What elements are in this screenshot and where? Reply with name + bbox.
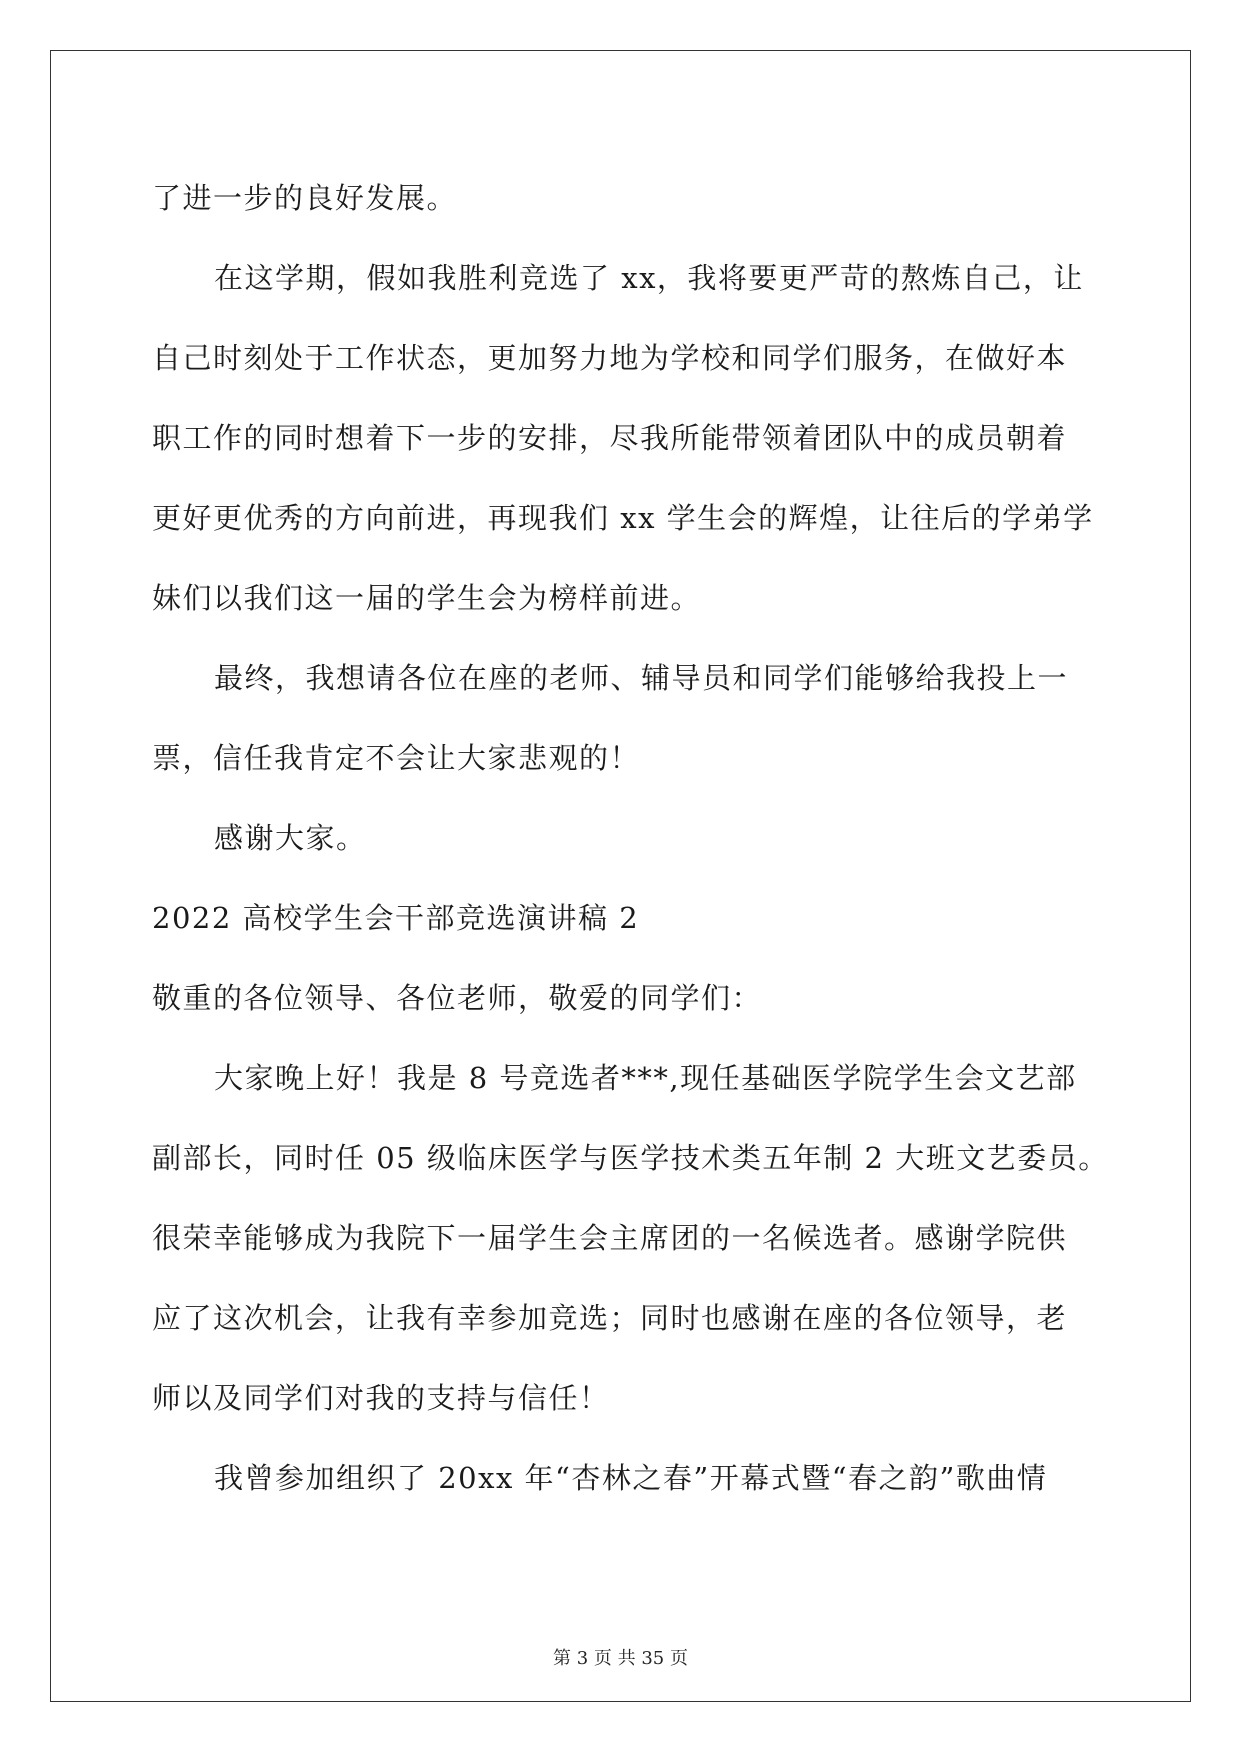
text-line: 师以及同学们对我的支持与信任！ [152,1381,610,1415]
text-line: 副部长，同时任 05 级临床医学与医学技术类五年制 2 大班文艺委员。 [152,1141,1109,1175]
text-line: 在这学期，假如我胜利竞选了 xx，我将要更严苛的熬炼自己，让 [214,261,1084,295]
text-line: 了进一步的良好发展。 [152,181,458,215]
text-line: 大家晚上好！我是 8 号竞选者***,现任基础医学院学生会文艺部 [214,1061,1077,1095]
text-line: 自己时刻处于工作状态，更加努力地为学校和同学们服务，在做好本 [152,341,1068,375]
text-line: 职工作的同时想着下一步的安排，尽我所能带领着团队中的成员朝着 [152,421,1068,455]
text-line: 感谢大家。 [214,821,367,855]
text-line: 票，信任我肯定不会让大家悲观的！ [152,741,641,775]
text-line: 更好更优秀的方向前进，再现我们 xx 学生会的辉煌，让往后的学弟学 [152,501,1094,535]
text-line: 很荣幸能够成为我院下一届学生会主席团的一名候选者。感谢学院供 [152,1221,1068,1255]
text-line: 我曾参加组织了 20xx 年“杏林之春”开幕式暨“春之韵”歌曲情 [214,1461,1048,1495]
salutation: 敬重的各位领导、各位老师，敬爱的同学们： [152,981,763,1015]
section-heading: 2022 高校学生会干部竞选演讲稿 2 [152,901,640,935]
text-line: 妹们以我们这一届的学生会为榜样前进。 [152,581,702,615]
page-number: 第 3 页 共 35 页 [553,1648,688,1669]
text-line: 应了这次机会，让我有幸参加竞选；同时也感谢在座的各位领导，老 [152,1301,1068,1335]
document-body [152,158,1109,1518]
text-line: 最终，我想请各位在座的老师、辅导员和同学们能够给我投上一 [214,661,1069,695]
